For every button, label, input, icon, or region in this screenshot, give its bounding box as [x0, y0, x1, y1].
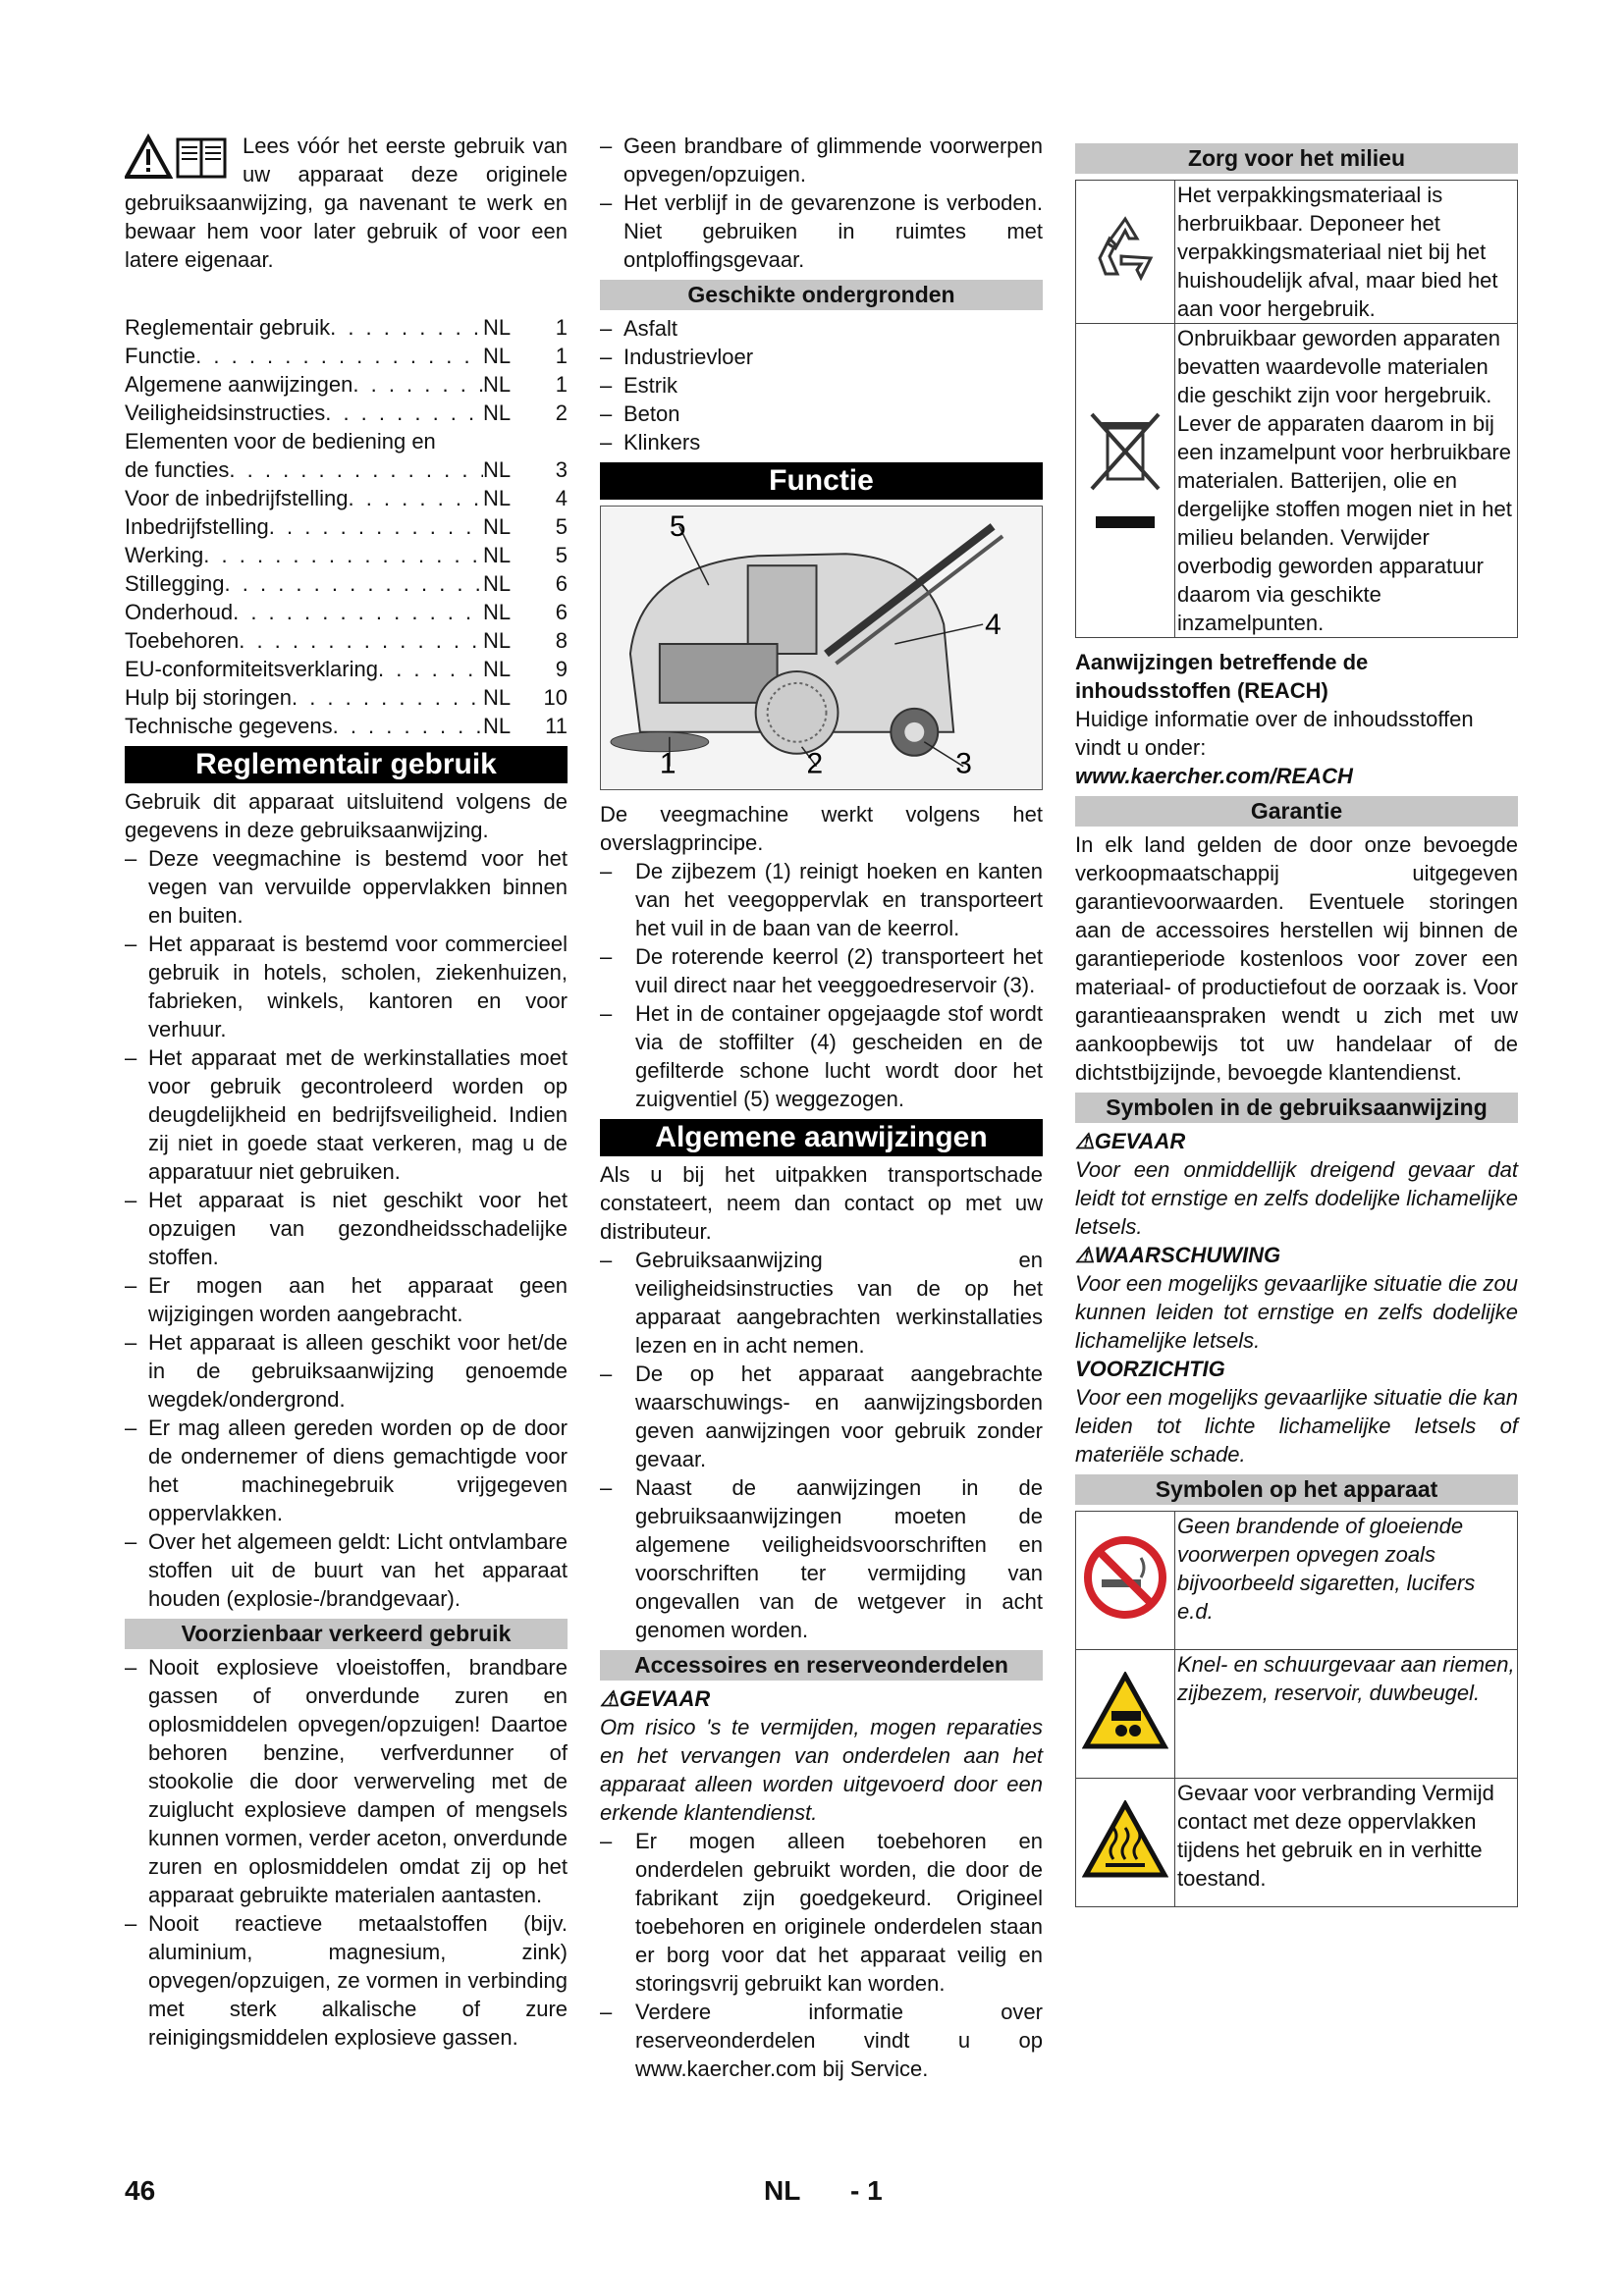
toc-row — [125, 484, 568, 512]
list-item: – Er mag alleen gereden worden op de door de ondernemer of diens gemachtigde voor het machinegebruik vrijgegeven oppervlakken. — [125, 1414, 568, 1527]
algemene-list — [600, 1246, 1043, 1644]
sweeper-machine-icon — [601, 507, 1042, 789]
toc-page: 1 — [555, 372, 568, 397]
toc-title: Elementen voor de bediening en — [125, 429, 436, 454]
verkeerd-list — [125, 1653, 568, 2052]
figure-label-5: 5 — [669, 510, 686, 544]
footer-section-number: - 1 — [850, 2175, 883, 2206]
toc-lang: NL — [483, 457, 512, 482]
toc-dots — [269, 512, 483, 541]
functie-lead: De veegmachine werkt volgens het overslagprincipe. — [600, 802, 1043, 855]
no-burning-objects-icon — [1082, 1534, 1168, 1621]
heading-symbolen-apparaat: Symbolen op het apparaat — [1075, 1474, 1518, 1505]
toc-page: 1 — [555, 344, 568, 368]
symbolen-gebruik-list — [1075, 1127, 1518, 1468]
warning-triangle-icon: ⚠ — [1075, 1243, 1095, 1267]
toc-lang: NL — [483, 514, 512, 539]
toc-row — [125, 313, 568, 342]
toc-title: Stillegging — [125, 571, 225, 596]
toc-dots — [348, 484, 483, 512]
toc-dots — [233, 598, 483, 626]
list-item: – Het verblijf in de gevarenzone is verboden. Niet gebruiken in ruimtes met ontploffingsgevaar. — [600, 188, 1043, 274]
figure-label-2: 2 — [806, 747, 824, 780]
toc-title: Toebehoren — [125, 628, 240, 653]
toc-row — [125, 512, 568, 541]
toc-page: 6 — [555, 571, 568, 596]
toc-dots — [239, 626, 483, 655]
list-item: – Het apparaat is alleen geschikt voor het/de in de gebruiksaanwijzing genoemde wegdek/ondergrond. — [125, 1328, 568, 1414]
toc-lang: NL — [483, 543, 512, 567]
toc-title: EU-conformiteitsverklaring — [125, 657, 378, 681]
toc-row — [125, 598, 568, 626]
heading-reglementair: Reglementair gebruik — [125, 746, 568, 783]
list-item: – Asfalt — [600, 314, 1043, 343]
ondergronden-list — [600, 314, 1043, 456]
symbol-entry-text: Voor een mogelijks gevaarlijke situatie die zou kunnen leiden tot ernstige en zelfs dodelijke lichamelijke letsels. — [1075, 1271, 1518, 1353]
symbol-entry-title-text: GEVAAR — [1094, 1129, 1186, 1153]
reach-heading: Aanwijzingen betreffende de inhoudsstoffen (REACH) — [1075, 650, 1369, 703]
symbol-entry-title-text: VOORZICHTIG — [1075, 1357, 1225, 1381]
list-item: – Nooit reactieve metaalstoffen (bijv. aluminium, magnesium, zink) opvegen/opzuigen, ze vormen in verbinding met sterk alkalische of zure reinigingsmiddelen explosieve gassen. — [125, 1909, 568, 2052]
heading-algemene: Algemene aanwijzingen — [600, 1119, 1043, 1156]
heading-functie: Functie — [600, 462, 1043, 500]
figure-label-3: 3 — [955, 747, 972, 780]
toc-dots — [225, 569, 483, 598]
milieu-table — [1075, 180, 1518, 638]
figure-label-1: 1 — [659, 747, 677, 780]
toc-title: Voor de inbedrijfstelling — [125, 486, 349, 510]
symbol-row-crush — [1076, 1650, 1518, 1779]
toc-title: Hulp bij storingen — [125, 685, 292, 710]
toc-dots — [378, 655, 483, 683]
toc-lang: NL — [483, 344, 512, 368]
toc-lang: NL — [483, 657, 512, 681]
list-item: – De zijbezem (1) reinigt hoeken en kanten van het veegoppervlak en transporteert het vuil in de baan van de keerrol. — [600, 857, 1043, 942]
toc-page: 3 — [555, 457, 568, 482]
heading-milieu: Zorg voor het milieu — [1075, 143, 1518, 174]
toc-lang: NL — [483, 628, 512, 653]
toc-lang: NL — [483, 400, 512, 425]
milieu-row-bin — [1076, 324, 1518, 638]
symbol-row-no-burning — [1076, 1512, 1518, 1650]
list-item: – Nooit explosieve vloeistoffen, brandbare gassen of onverdunde zuren en oplosmiddelen opvegen/opzuigen! Daartoe behoren benzine, verfverdunner of stookolie die door verwerveling met de zuiglucht explosieve dampen of mengsels kunnen vormen, verder aceton, onverdunde zuren en oplosmiddelen omdat zij op het apparaat gebruikte materialen aantasten. — [125, 1653, 568, 1909]
toc-row — [125, 342, 568, 370]
toc-title: Veiligheidsinstructies — [125, 400, 326, 425]
footer-language: NL — [764, 2175, 801, 2206]
symbol-row-hot — [1076, 1779, 1518, 1907]
col2-top-list — [600, 132, 1043, 274]
intro-block — [125, 132, 568, 274]
warning-triangle-icon: ⚠ — [600, 1686, 620, 1711]
toc-title: Onderhoud — [125, 600, 234, 624]
toc-lang: NL — [483, 714, 512, 738]
column-1 — [125, 132, 568, 2052]
hot-surface-icon — [1082, 1800, 1168, 1879]
crossed-bin-icon — [1086, 408, 1164, 546]
heading-garantie: Garantie — [1075, 796, 1518, 827]
toc-row — [125, 569, 568, 598]
list-item: – Over het algemeen geldt: Licht ontvlambare stoffen uit de buurt van het apparaat houden (explosie-/brandgevaar). — [125, 1527, 568, 1613]
toc-page: 9 — [555, 657, 568, 681]
list-item: – Estrik — [600, 371, 1043, 400]
toc-title: Technische gegevens — [125, 714, 333, 738]
list-item: – Het in de container opgejaagde stof wordt via de stoffilter (4) gescheiden en de gefilterde schone lucht wordt door het zuigventiel (5) weggezogen. — [600, 999, 1043, 1113]
toc-lang: NL — [483, 685, 512, 710]
list-item: – Het apparaat is bestemd voor commercieel gebruik in hotels, scholen, ziekenhuizen, fabrieken, winkels, kantoren en voor verhuur. — [125, 930, 568, 1043]
symbol-entry-text: Voor een onmiddellijk dreigend gevaar dat leidt tot ernstige en zelfs dodelijke lichamelijke letsels. — [1075, 1157, 1518, 1239]
toc-dots — [333, 712, 483, 740]
toc-title: Inbedrijfstelling — [125, 514, 269, 539]
list-item: – Er mogen alleen toebehoren en onderdelen gebruikt worden, die door de fabrikant zijn goedgekeurd. Origineel toebehoren en originele onderdelen staan er borg voor dat het apparaat veilig en storingsvrij gebruikt kan worden. — [600, 1827, 1043, 1998]
symbol-text-2: Knel- en schuurgevaar aan riemen, zijbezem, reservoir, duwbeugel. — [1175, 1650, 1518, 1779]
toc-dots — [330, 313, 483, 342]
reglementair-lead: Gebruik dit apparaat uitsluitend volgens de gegevens in deze gebruiksaanwijzing. — [125, 789, 568, 842]
accessoires-list — [600, 1827, 1043, 2083]
heading-symbolen-gebruik: Symbolen in de gebruiksaanwijzing — [1075, 1093, 1518, 1123]
toc-dots — [195, 342, 483, 370]
toc-dots — [203, 541, 483, 569]
toc-row — [125, 712, 568, 740]
list-item: – Deze veegmachine is bestemd voor het vegen van vervuilde oppervlakken binnen en buiten. — [125, 844, 568, 930]
warning-triangle-icon: ⚠ — [1075, 1129, 1095, 1153]
list-item: – Geen brandbare of glimmende voorwerpen opvegen/opzuigen. — [600, 132, 1043, 188]
toc-page: 6 — [555, 600, 568, 624]
heading-accessoires: Accessoires en reserveonderdelen — [600, 1650, 1043, 1681]
crush-hazard-icon — [1082, 1672, 1168, 1750]
toc-page: 4 — [555, 486, 568, 510]
symbol-entry-title — [1075, 1355, 1518, 1383]
footer-page-number: 46 — [125, 2175, 156, 2206]
toc-title: de functies — [125, 457, 230, 482]
toc-row — [125, 541, 568, 569]
accessoires-warning-title: ⚠GEVAAR — [600, 1686, 711, 1711]
figure-label-4: 4 — [985, 609, 1001, 642]
symbol-entry-title — [1075, 1127, 1518, 1155]
symbol-entry-title-text: WAARSCHUWING — [1094, 1243, 1281, 1267]
reach-link[interactable]: www.kaercher.com/REACH — [1075, 764, 1353, 788]
toc-title: Werking — [125, 543, 204, 567]
recycle-icon — [1086, 209, 1164, 288]
toc-row — [125, 655, 568, 683]
toc-lang: NL — [483, 600, 512, 624]
symbolen-apparaat-table — [1075, 1511, 1518, 1907]
table-of-contents — [125, 313, 568, 740]
toc-title: Reglementair gebruik — [125, 315, 331, 340]
toc-page: 11 — [545, 714, 568, 738]
column-3 — [1075, 132, 1518, 1917]
toc-dots — [352, 370, 483, 399]
toc-row — [125, 626, 568, 655]
toc-page: 2 — [555, 400, 568, 425]
milieu-text-2: Onbruikbaar geworden apparaten bevatten waardevolle materialen die geschikt zijn voor hergebruik. Lever de apparaten daarom in bij een inzamelpunt voor herbruikbare materialen. Batterijen, olie en dergelijke stoffen mogen niet in het milieu belanden. Verwijder overbodig geworden apparatuur daarom via geschikte inzamelpunten. — [1175, 324, 1518, 638]
heading-ondergronden: Geschikte ondergronden — [600, 280, 1043, 310]
symbol-text-1: Geen brandende of gloeiende voorwerpen opvegen zoals bijvoorbeeld sigaretten, lucifers e.d. — [1175, 1512, 1518, 1650]
algemene-lead: Als u bij het uitpakken transportschade constateert, neem dan contact op met uw distributeur. — [600, 1162, 1043, 1244]
column-2 — [600, 132, 1043, 2083]
sweeper-figure — [600, 506, 1043, 790]
intro-text: Lees vóór het eerste gebruik van uw apparaat deze originele gebruiksaanwijzing, ga navenant te werk en bewaar hem voor later gebruik of voor een latere eigenaar. — [125, 133, 568, 272]
list-item: – De roterende keerrol (2) transporteert het vuil direct naar het veeggoedreservoir (3). — [600, 942, 1043, 999]
list-item: – Verdere informatie over reserveonderdelen vindt u op www.kaercher.com bij Service. — [600, 1998, 1043, 2083]
toc-page: 10 — [543, 685, 568, 710]
milieu-text-1: Het verpakkingsmateriaal is herbruikbaar. Deponeer het verpakkingsmateriaal niet bij het huishoudelijk afval, maar bied het aan voor hergebruik. — [1175, 181, 1518, 324]
list-item: – Gebruiksaanwijzing en veiligheidsinstructies van de op het apparaat aangebrachten werkinstallaties lezen en in acht nemen. — [600, 1246, 1043, 1360]
list-item: – Klinkers — [600, 428, 1043, 456]
toc-row — [125, 683, 568, 712]
toc-page: 5 — [555, 543, 568, 567]
list-item: – Industrievloer — [600, 343, 1043, 371]
toc-lang: NL — [483, 315, 512, 340]
toc-page: 1 — [555, 315, 568, 340]
reglementair-list — [125, 844, 568, 1613]
reach-text: Huidige informatie over de inhoudsstoffen vindt u onder: — [1075, 707, 1474, 760]
list-item: – Het apparaat is niet geschikt voor het opzuigen van gezondheidsschadelijke stoffen. — [125, 1186, 568, 1271]
list-item: – Naast de aanwijzingen in de gebruiksaanwijzingen moeten de algemene veiligheidsvoorschriften en voorschriften ter vermijding van ongevallen van de wetgever in acht genomen worden. — [600, 1473, 1043, 1644]
list-item: – Het apparaat met de werkinstallaties moet voor gebruik gecontroleerd worden op deugdelijkheid en bedrijfsveiligheid. Indien zij niet in goede staat verkeren, mag u de apparatuur niet gebruiken. — [125, 1043, 568, 1186]
symbol-entry-title — [1075, 1241, 1518, 1269]
list-item: – De op het apparaat aangebrachte waarschuwings- en aanwijzingsborden geven aanwijzingen voor gebruik zonder gevaar. — [600, 1360, 1043, 1473]
toc-lang: NL — [483, 486, 512, 510]
toc-title: Functie — [125, 344, 196, 368]
toc-lang: NL — [483, 372, 512, 397]
toc-row — [125, 427, 568, 455]
milieu-row-recycle — [1076, 181, 1518, 324]
toc-title: Algemene aanwijzingen — [125, 372, 353, 397]
list-item: – Beton — [600, 400, 1043, 428]
toc-page: 5 — [555, 514, 568, 539]
accessoires-warning-text: Om risico 's te vermijden, mogen reparaties en het vervangen van onderdelen aan het apparaat alleen worden uitgevoerd door een erkende klantendienst. — [600, 1715, 1043, 1825]
heading-verkeerd: Voorzienbaar verkeerd gebruik — [125, 1619, 568, 1649]
toc-row — [125, 370, 568, 399]
toc-dots — [292, 683, 483, 712]
toc-row — [125, 455, 568, 484]
warning-manual-icon — [125, 133, 235, 181]
garantie-text: In elk land gelden de door onze bevoegde verkoopmaatschappij uitgegeven garantievoorwaarden. Eventuele storingen aan de accessoires herstellen wij binnen de garantieperiode kostenloos voor zover een materiaal- of productiefout de oorzaak is. Voor garantieaanspraken wendt u zich met uw aankoopbewijs tot uw handelaar of de dichtstbijzijnde, bevoegde klantendienst. — [1075, 832, 1518, 1085]
toc-dots — [229, 455, 483, 484]
functie-list — [600, 857, 1043, 1113]
list-item: – Er mogen aan het apparaat geen wijzigingen worden aangebracht. — [125, 1271, 568, 1328]
toc-lang: NL — [483, 571, 512, 596]
toc-dots — [325, 399, 483, 427]
symbol-text-3: Gevaar voor verbranding Vermijd contact met deze oppervlakken tijdens het gebruik en in verhitte toestand. — [1175, 1779, 1518, 1907]
toc-page: 8 — [555, 628, 568, 653]
symbol-entry-text: Voor een mogelijks gevaarlijke situatie die kan leiden tot lichte lichamelijke letsels of materiële schade. — [1075, 1385, 1518, 1467]
toc-row — [125, 399, 568, 427]
